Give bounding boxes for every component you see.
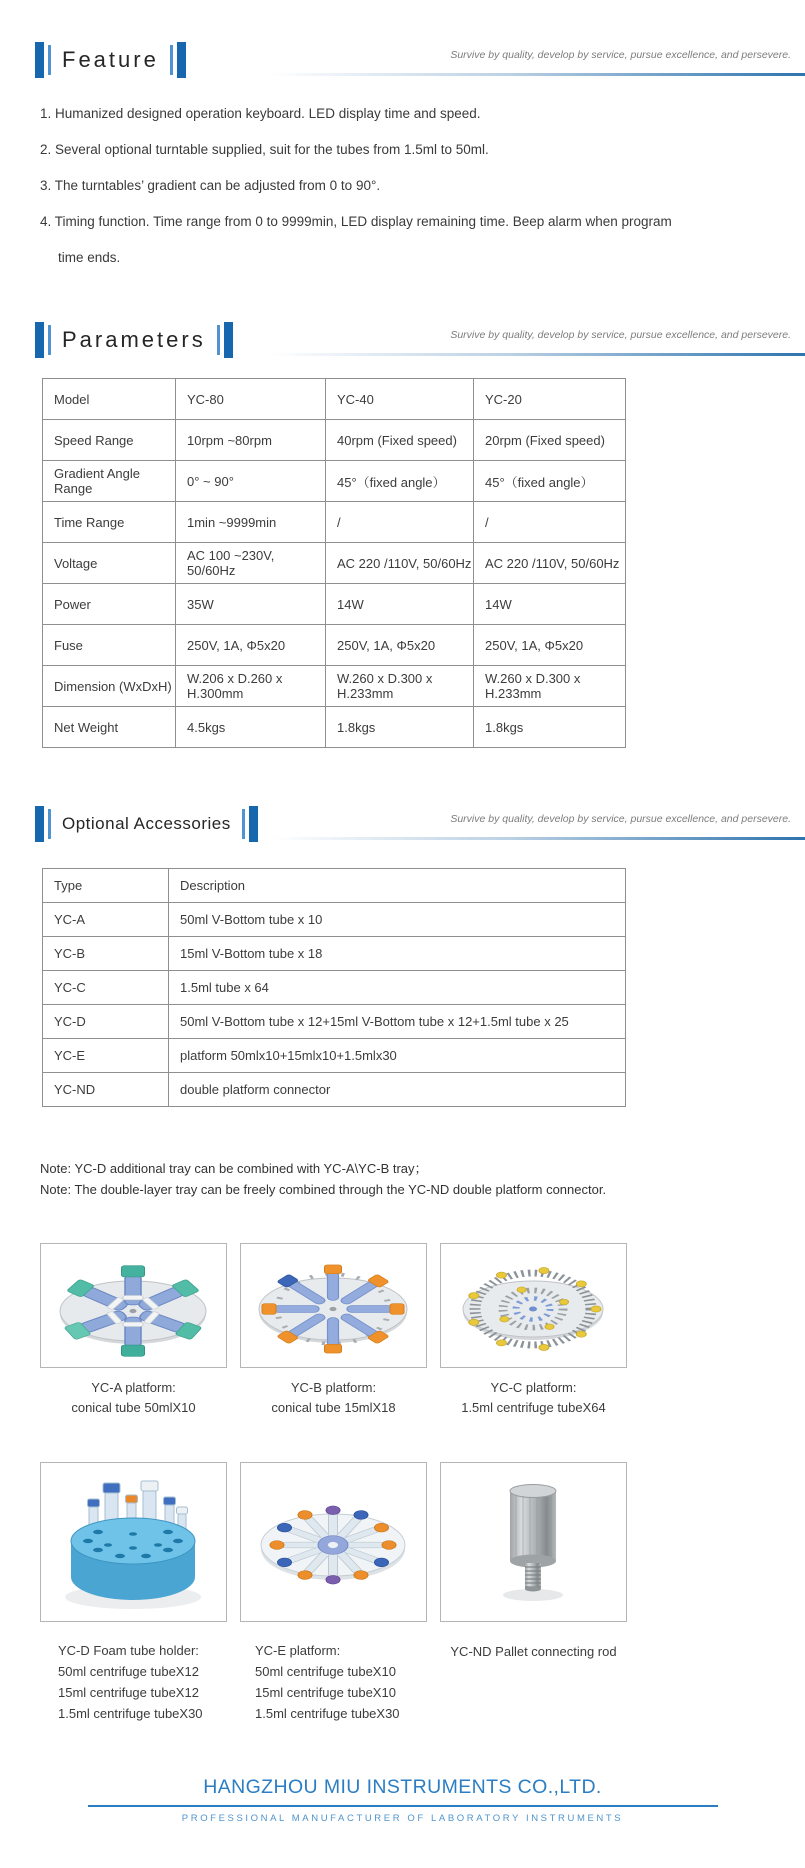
accent-bar-icon — [35, 322, 44, 358]
table-row — [43, 903, 626, 937]
param-label: Time Range — [43, 502, 176, 543]
yc-nd-product-image — [441, 1463, 626, 1621]
accessory-type: YC-C — [43, 971, 169, 1005]
param-value-yc80: 35W — [176, 584, 326, 625]
gallery-item-yc-nd — [440, 1462, 627, 1724]
gallery-item-yc-d — [40, 1462, 227, 1724]
accessory-type: YC-ND — [43, 1073, 169, 1107]
accent-bars-left — [35, 806, 51, 842]
param-label: Gradient Angle Range — [43, 461, 176, 502]
accent-bar-icon — [224, 322, 233, 358]
accent-bar-icon — [35, 42, 44, 78]
param-value-yc40: / — [326, 502, 474, 543]
accent-bar-icon — [35, 806, 44, 842]
accessory-description: 50ml V-Bottom tube x 12+15ml V-Bottom tube x 12+1.5ml tube x 25 — [169, 1005, 626, 1039]
accessory-type: YC-E — [43, 1039, 169, 1073]
caption-line: 50ml centrifuge tubeX10 — [255, 1664, 396, 1679]
accessory-description: platform 50mlx10+15mlx10+1.5mlx30 — [169, 1039, 626, 1073]
company-slogan: Survive by quality, develop by service, pursue excellence, and persevere. — [450, 49, 791, 61]
note-line: Note: YC-D additional tray can be combined with YC-A\YC-B tray； — [40, 1161, 428, 1176]
table-row — [43, 584, 626, 625]
gallery-item-yc-b — [240, 1243, 427, 1418]
table-row — [43, 1073, 626, 1107]
accent-bar-icon — [48, 809, 51, 839]
param-label: Voltage — [43, 543, 176, 584]
table-row — [43, 1039, 626, 1073]
table-row — [43, 502, 626, 543]
table-row — [43, 379, 626, 420]
gradient-divider — [270, 73, 805, 76]
accent-bar-icon — [48, 325, 51, 355]
feature-section-title: Feature — [62, 47, 159, 72]
param-value-yc40: 40rpm (Fixed speed) — [326, 420, 474, 461]
table-row — [43, 666, 626, 707]
gallery-caption — [40, 1378, 227, 1418]
gallery-row-1 — [40, 1243, 627, 1418]
accent-bar-icon — [48, 45, 51, 75]
accessory-description: 1.5ml tube x 64 — [169, 971, 626, 1005]
param-value-yc40: YC-40 — [326, 379, 474, 420]
caption-line: YC-B platform: — [290, 1380, 377, 1395]
accessory-type: Type — [43, 869, 169, 903]
accessories-section-title: Optional Accessories — [62, 814, 231, 833]
gallery-item-yc-c — [440, 1243, 627, 1418]
feature-section-header — [35, 40, 805, 86]
yc-b-product-image — [241, 1244, 426, 1367]
param-label: Fuse — [43, 625, 176, 666]
caption-line: conical tube 15mlX18 — [271, 1400, 396, 1415]
feature-item: 2. Several optional turntable supplied, suit for the tubes from 1.5ml to 50ml. — [40, 142, 489, 157]
caption-line: YC-A platform: — [91, 1380, 176, 1395]
param-value-yc80: W.206 x D.260 x H.300mm — [176, 666, 326, 707]
table-row — [43, 707, 626, 748]
company-subtitle: PROFESSIONAL MANUFACTURER OF LABORATORY INSTRUMENTS — [181, 1813, 624, 1824]
gallery-caption — [440, 1644, 627, 1659]
table-row — [43, 461, 626, 502]
caption-line: YC-ND Pallet connecting rod — [450, 1644, 617, 1659]
gallery-item-yc-a — [40, 1243, 227, 1418]
accessory-type: YC-A — [43, 903, 169, 937]
caption-line: 15ml centrifuge tubeX10 — [255, 1685, 396, 1700]
accessory-description: 15ml V-Bottom tube x 18 — [169, 937, 626, 971]
yc-e-product-image — [241, 1463, 426, 1621]
param-label: Model — [43, 379, 176, 420]
param-value-yc20: 20rpm (Fixed speed) — [474, 420, 626, 461]
yc-a-product-image — [41, 1244, 226, 1367]
param-value-yc80: 0° ~ 90° — [176, 461, 326, 502]
param-value-yc40: 250V, 1A, Φ5x20 — [326, 625, 474, 666]
yc-c-product-image — [441, 1244, 626, 1367]
accessory-description: 50ml V-Bottom tube x 10 — [169, 903, 626, 937]
param-value-yc40: W.260 x D.300 x H.233mm — [326, 666, 474, 707]
company-slogan: Survive by quality, develop by service, pursue excellence, and persevere. — [450, 813, 791, 825]
gradient-divider — [270, 353, 805, 356]
gallery-row-2 — [40, 1462, 627, 1724]
accent-bars-right — [217, 322, 233, 358]
caption-line: YC-D Foam tube holder: — [58, 1643, 199, 1658]
caption-line: conical tube 50mlX10 — [71, 1400, 196, 1415]
param-value-yc40: AC 220 /110V, 50/60Hz — [326, 543, 474, 584]
param-value-yc80: AC 100 ~230V, 50/60Hz — [176, 543, 326, 584]
notes-block — [40, 1158, 606, 1200]
param-value-yc80: 4.5kgs — [176, 707, 326, 748]
accent-bars-left — [35, 42, 51, 78]
parameters-section-header — [35, 320, 805, 366]
yc-d-product-image — [41, 1463, 226, 1621]
param-value-yc80: 10rpm ~80rpm — [176, 420, 326, 461]
accent-bars-left — [35, 322, 51, 358]
gallery-caption — [40, 1640, 227, 1724]
table-row — [43, 937, 626, 971]
param-value-yc80: 250V, 1A, Φ5x20 — [176, 625, 326, 666]
param-value-yc40: 1.8kgs — [326, 707, 474, 748]
param-value-yc20: 45°（fixed angle） — [474, 461, 626, 502]
company-slogan: Survive by quality, develop by service, pursue excellence, and persevere. — [450, 329, 791, 341]
caption-line: 15ml centrifuge tubeX12 — [58, 1685, 199, 1700]
param-label: Net Weight — [43, 707, 176, 748]
param-value-yc80: 1min ~9999min — [176, 502, 326, 543]
parameters-table — [42, 378, 626, 748]
feature-item: 1. Humanized designed operation keyboard. LED display time and speed. — [40, 106, 481, 121]
gallery-item-yc-e — [240, 1462, 427, 1724]
table-row — [43, 625, 626, 666]
note-line: Note: The double-layer tray can be freely combined through the YC-ND double platform connector. — [40, 1182, 607, 1197]
gallery-caption — [240, 1640, 427, 1724]
param-label: Speed Range — [43, 420, 176, 461]
feature-list — [40, 96, 685, 276]
image-frame — [440, 1243, 627, 1368]
param-label: Power — [43, 584, 176, 625]
param-value-yc40: 14W — [326, 584, 474, 625]
accessory-type: YC-B — [43, 937, 169, 971]
accent-bar-icon — [249, 806, 258, 842]
accent-bar-icon — [177, 42, 186, 78]
caption-line: 50ml centrifuge tubeX12 — [58, 1664, 199, 1679]
table-row — [43, 971, 626, 1005]
table-row — [43, 420, 626, 461]
param-value-yc20: / — [474, 502, 626, 543]
table-row — [43, 543, 626, 584]
gallery-caption — [240, 1378, 427, 1418]
caption-line: 1.5ml centrifuge tubeX64 — [461, 1400, 606, 1415]
image-frame — [240, 1243, 427, 1368]
gradient-divider — [270, 837, 805, 840]
caption-line: YC-E platform: — [255, 1643, 341, 1658]
accessories-section-header — [35, 804, 805, 850]
feature-item: 4. Timing function. Time range from 0 to 9999min, LED display remaining time. Beep alarm when program time ends. — [40, 214, 672, 265]
accent-bar-icon — [170, 45, 173, 75]
parameters-section-title: Parameters — [62, 327, 206, 352]
company-name: HANGZHOU MIU INSTRUMENTS CO.,LTD. — [203, 1776, 602, 1798]
param-value-yc20: 250V, 1A, Φ5x20 — [474, 625, 626, 666]
image-frame — [440, 1462, 627, 1622]
accessory-type: YC-D — [43, 1005, 169, 1039]
footer-divider — [88, 1805, 718, 1807]
page-footer — [0, 1776, 805, 1824]
image-frame — [40, 1243, 227, 1368]
param-value-yc20: W.260 x D.300 x H.233mm — [474, 666, 626, 707]
accessory-description: double platform connector — [169, 1073, 626, 1107]
caption-line: 1.5ml centrifuge tubeX30 — [255, 1706, 400, 1721]
param-value-yc20: YC-20 — [474, 379, 626, 420]
accessories-table — [42, 868, 626, 1107]
image-frame — [40, 1462, 227, 1622]
caption-line: YC-C platform: — [490, 1380, 577, 1395]
accessory-description: Description — [169, 869, 626, 903]
feature-item: 3. The turntables’ gradient can be adjusted from 0 to 90°. — [40, 178, 381, 193]
param-value-yc20: AC 220 /110V, 50/60Hz — [474, 543, 626, 584]
caption-line: 1.5ml centrifuge tubeX30 — [58, 1706, 203, 1721]
param-value-yc80: YC-80 — [176, 379, 326, 420]
image-frame — [240, 1462, 427, 1622]
accent-bars-right — [242, 806, 258, 842]
param-label: Dimension (WxDxH) — [43, 666, 176, 707]
accent-bar-icon — [242, 809, 245, 839]
gallery-caption — [440, 1378, 627, 1418]
table-row — [43, 869, 626, 903]
accent-bar-icon — [217, 325, 220, 355]
param-value-yc20: 14W — [474, 584, 626, 625]
accent-bars-right — [170, 42, 186, 78]
table-row — [43, 1005, 626, 1039]
param-value-yc40: 45°（fixed angle） — [326, 461, 474, 502]
param-value-yc20: 1.8kgs — [474, 707, 626, 748]
